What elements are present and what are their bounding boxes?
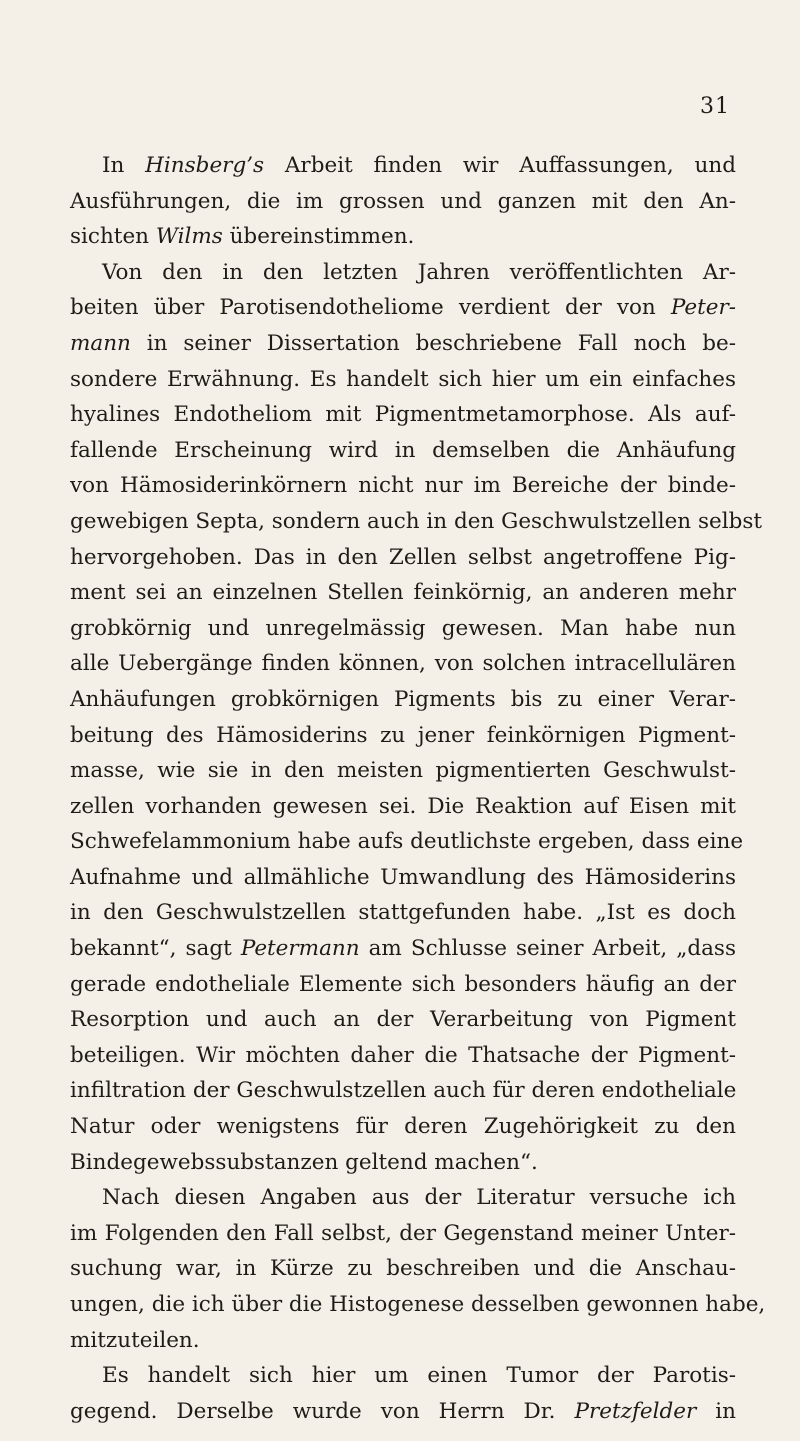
- page-number: 31: [700, 94, 730, 119]
- author-name: Hinsberg’s: [145, 153, 265, 178]
- text-line: Resorption und auch an der Verarbeitung von Pigment: [70, 1007, 736, 1033]
- text-line: in den Geschwulstzellen stattgefunden habe. „Ist es doch: [70, 900, 736, 926]
- text-line: alle Uebergänge finden können, von solchen intracellulären: [70, 651, 736, 677]
- text-line: ungen, die ich über die Histogenese desselben gewonnen habe,: [70, 1292, 766, 1317]
- text-line: Anhäufungen grobkörnigen Pigments bis zu einer Verar-: [70, 686, 736, 712]
- text-line: beiten über Parotisendotheliome verdient der von Peter-: [70, 295, 736, 321]
- text-line: gewebigen Septa, sondern auch in den Geschwulstzellen selbst: [70, 508, 763, 534]
- author-name: Petermann: [240, 936, 360, 962]
- text-line: beitung des Hämosiderins zu jener feinkörnigen Pigment-: [70, 722, 736, 748]
- text-line: zellen vorhanden gewesen sei. Die Reaktion auf Eisen mit: [70, 793, 736, 819]
- text-line: Ausführungen, die im grossen und ganzen mit den An-: [70, 188, 736, 214]
- text-line: sondere Erwähnung. Es handelt sich hier um ein einfaches: [70, 366, 736, 392]
- text-line: gerade endotheliale Elemente sich besonders häufig an der: [70, 971, 736, 997]
- text-line: In Hinsberg’s Arbeit finden wir Auffassungen, und: [102, 153, 736, 178]
- text-line: suchung war, in Kürze zu beschreiben und die Anschau-: [70, 1256, 736, 1282]
- author-name: Peter-: [670, 295, 736, 321]
- text-line: Es handelt sich hier um einen Tumor der Parotis-: [102, 1363, 736, 1389]
- text-line: Bindegewebssubstanzen geltend machen“.: [70, 1149, 538, 1175]
- text-line: hervorgehoben. Das in den Zellen selbst angetroffene Pig-: [70, 544, 736, 570]
- text-line: Schwefelammonium habe aufs deutlichste ergeben, dass eine: [70, 829, 744, 855]
- text-line: bekannt“, sagt Petermann am Schlusse seiner Arbeit, „dass: [70, 936, 736, 962]
- text-line: gegend. Derselbe wurde von Herrn Dr. Pretzfelder in: [70, 1398, 736, 1424]
- text-line: infiltration der Geschwulstzellen auch für deren endotheliale: [70, 1078, 737, 1104]
- text-line: mitzuteilen.: [70, 1327, 200, 1353]
- text-line: fallende Erscheinung wird in demselben die Anhäufung: [70, 437, 736, 463]
- text-line: mann in seiner Dissertation beschriebene Fall noch be-: [70, 330, 736, 356]
- text-line: Von den in den letzten Jahren veröffentlichten Ar-: [102, 259, 736, 285]
- text-line: hyalines Endotheliom mit Pigmentmetamorphose. Als auf-: [70, 402, 736, 428]
- body-text: [70, 148, 766, 1429]
- text-line: beteiligen. Wir möchten daher die Thatsache der Pigment-: [70, 1042, 736, 1068]
- text-line: ment sei an einzelnen Stellen feinkörnig, an anderen mehr: [70, 580, 736, 606]
- text-line: masse, wie sie in den meisten pigmentierten Geschwulst-: [70, 758, 736, 784]
- text-line: grobkörnig und unregelmässig gewesen. Man habe nun: [70, 615, 736, 641]
- author-name: mann: [70, 330, 131, 356]
- text-line: Aufnahme und allmähliche Umwandlung des Hämosiderins: [70, 864, 736, 890]
- author-name: Pretzfelder: [574, 1398, 697, 1424]
- text-line: von Hämosiderinkörnern nicht nur im Bereiche der binde-: [70, 473, 736, 499]
- text-line: sichten Wilms übereinstimmen.: [70, 224, 415, 250]
- author-name: Wilms: [155, 224, 223, 250]
- text-line: im Folgenden den Fall selbst, der Gegenstand meiner Unter-: [70, 1220, 736, 1246]
- text-line: Nach diesen Angaben aus der Literatur versuche ich: [102, 1185, 736, 1211]
- text-line: Natur oder wenigstens für deren Zugehörigkeit zu den: [70, 1114, 736, 1140]
